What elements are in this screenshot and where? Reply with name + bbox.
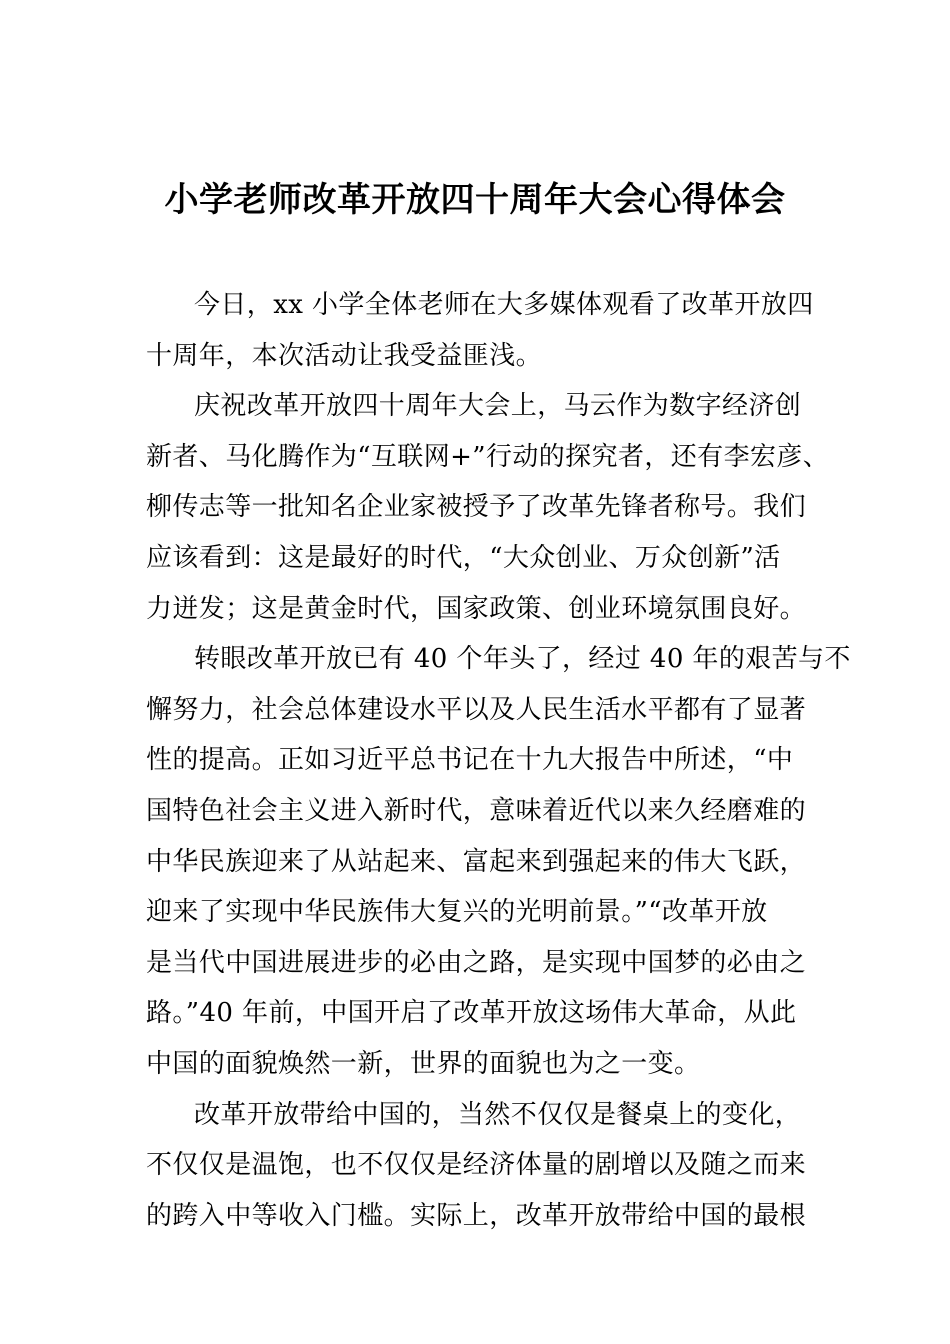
body-line: 性的提高。正如习近平总书记在十九大报告中所述，“中 xyxy=(146,745,794,776)
document-title: 小学老师改革开放四十周年大会心得体会 xyxy=(164,180,786,220)
body-line: 国特色社会主义进入新时代，意味着近代以来久经磨难的 xyxy=(146,795,807,826)
body-line: 柳传志等一批知名企业家被授予了改革先锋者称号。我们 xyxy=(146,492,807,523)
body-line: 不仅仅是温饱，也不仅仅是经济体量的剧增以及随之而来 xyxy=(146,1150,807,1181)
body-line: 今日，xx 小学全体老师在大多媒体观看了改革开放四 xyxy=(194,290,814,320)
body-line: 的跨入中等收入门槛。实际上，改革开放带给中国的最根 xyxy=(146,1200,807,1231)
body-line: 路。”40 年前，中国开启了改革开放这场伟大革命，从此 xyxy=(146,998,797,1029)
body-line: 十周年，本次活动让我受益匪浅。 xyxy=(146,340,543,371)
body-line: 中国的面貌焕然一新，世界的面貌也为之一变。 xyxy=(146,1048,701,1079)
document-body xyxy=(146,280,851,1241)
body-line: 力迸发；这是黄金时代，国家政策、创业环境氛围良好。 xyxy=(146,593,807,624)
body-line: 懈努力，社会总体建设水平以及人民生活水平都有了显著 xyxy=(146,694,807,725)
body-line: 庆祝改革开放四十周年大会上，马云作为数字经济创 xyxy=(194,391,802,422)
body-line: 转眼改革开放已有 40 个年头了，经过 40 年的艰苦与不 xyxy=(194,644,851,675)
body-line: 新者、马化腾作为“互联网+”行动的探究者，还有李宏彦、 xyxy=(146,441,830,472)
body-line: 应该看到：这是最好的时代，“大众创业、万众创新”活 xyxy=(146,542,781,573)
body-line: 迎来了实现中华民族伟大复兴的光明前景。”“改革开放 xyxy=(146,897,768,928)
body-line: 中华民族迎来了从站起来、富起来到强起来的伟大飞跃， xyxy=(146,846,807,877)
body-line: 改革开放带给中国的，当然不仅仅是餐桌上的变化， xyxy=(194,1099,802,1130)
body-line: 是当代中国进展进步的必由之路，是实现中国梦的必由之 xyxy=(146,947,807,978)
